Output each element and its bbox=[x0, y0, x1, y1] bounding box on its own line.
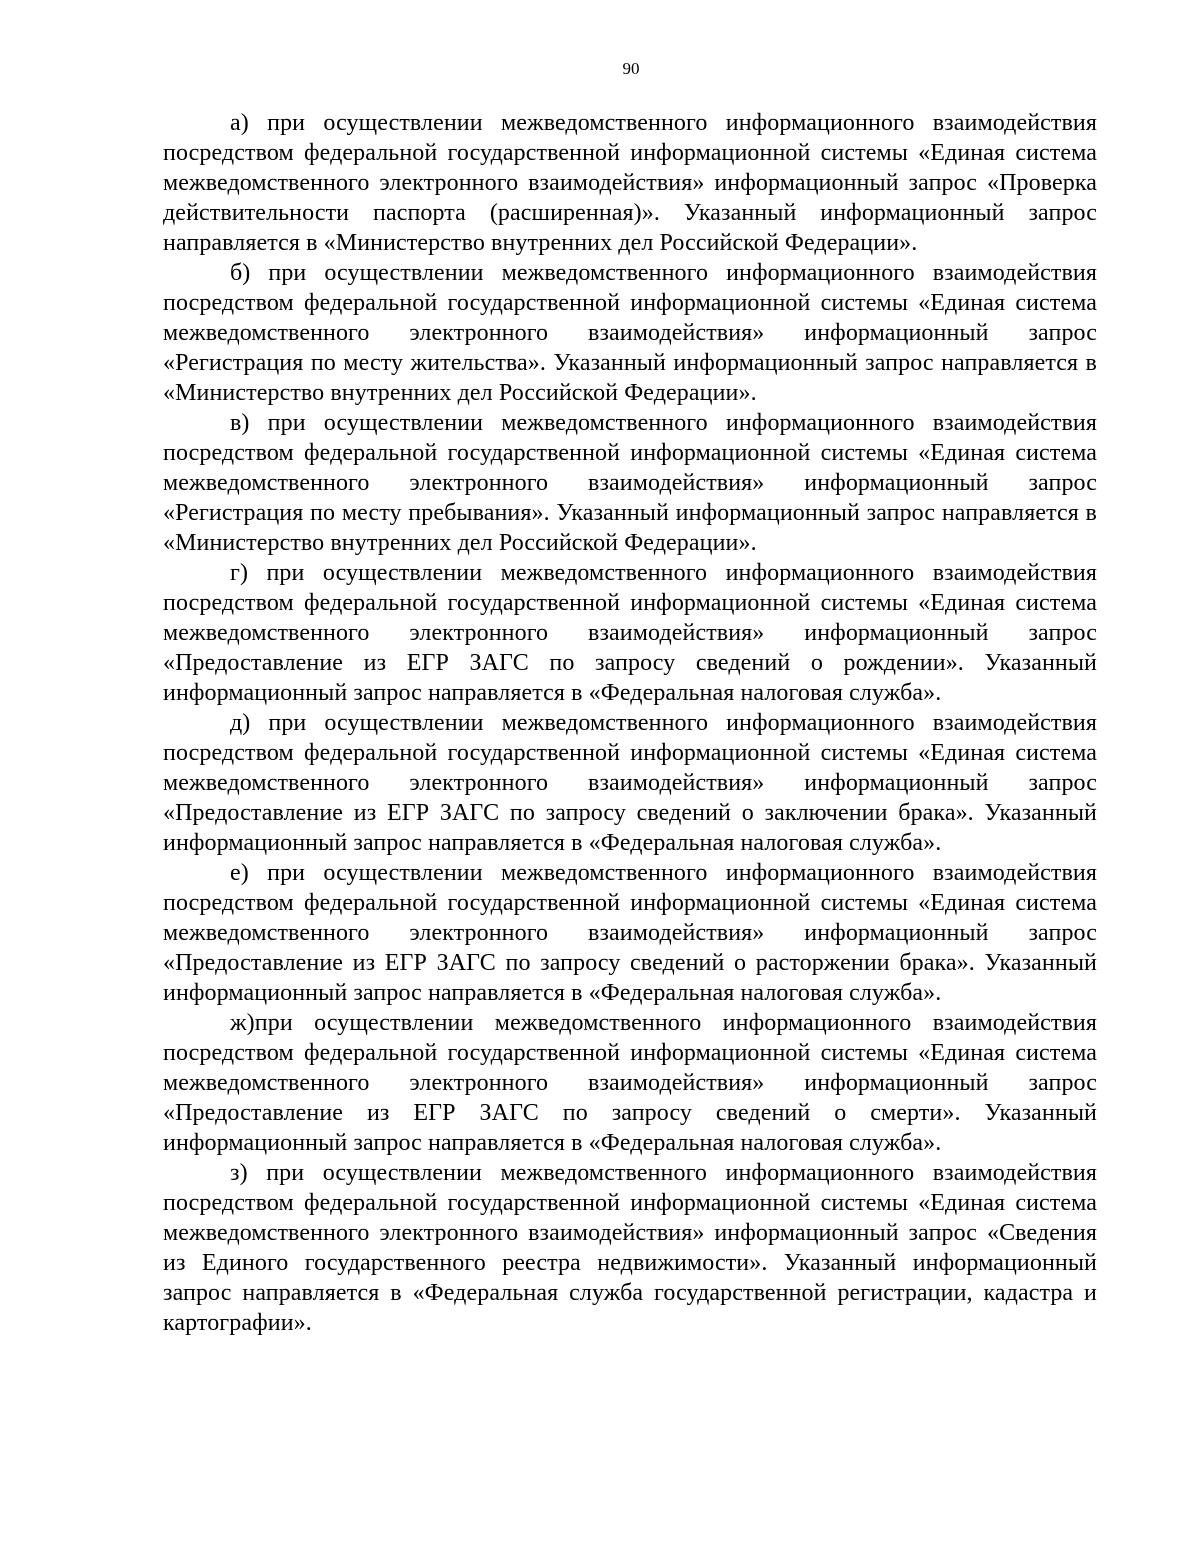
paragraph-z: з) при осуществлении межведомственного информационного взаимодействия посредством федеральной государственной информационной системы «Единая система межведомственного электронного взаимодействия» информационный запрос «Сведения из Единого государственного реестра недвижимости». Указанный информационный запрос направляется в «Федеральная служба государственной регистрации, кадастра и картографии». bbox=[163, 1160, 1097, 1336]
paragraph-b: б) при осуществлении межведомственного информационного взаимодействия посредством федеральной государственной информационной системы «Единая система межведомственного электронного взаимодействия» информационный запрос «Регистрация по месту жительства». Указанный информационный запрос направляется в «Министерство внутренних дел Российской Федерации». bbox=[163, 260, 1097, 406]
paragraph-a: а) при осуществлении межведомственного информационного взаимодействия посредством федеральной государственной информационной системы «Единая система межведомственного электронного взаимодействия» информационный запрос «Проверка действительности паспорта (расширенная)». Указанный информационный запрос направляется в «Министерство внутренних дел Российской Федерации». bbox=[163, 110, 1097, 256]
paragraph-zh: ж)при осуществлении межведомственного информационного взаимодействия посредством федеральной государственной информационной системы «Единая система межведомственного электронного взаимодействия» информационный запрос «Предоставление из ЕГР ЗАГС по запросу сведений о смерти». Указанный информационный запрос направляется в «Федеральная налоговая служба». bbox=[163, 1010, 1097, 1156]
paragraph-d: д) при осуществлении межведомственного информационного взаимодействия посредством федеральной государственной информационной системы «Единая система межведомственного электронного взаимодействия» информационный запрос «Предоставление из ЕГР ЗАГС по запросу сведений о заключении брака». Указанный информационный запрос направляется в «Федеральная налоговая служба». bbox=[163, 710, 1097, 856]
paragraph-g: г) при осуществлении межведомственного информационного взаимодействия посредством федеральной государственной информационной системы «Единая система межведомственного электронного взаимодействия» информационный запрос «Предоставление из ЕГР ЗАГС по запросу сведений о рождении». Указанный информационный запрос направляется в «Федеральная налоговая служба». bbox=[163, 560, 1097, 706]
document-body bbox=[163, 108, 1097, 1338]
paragraph-e: е) при осуществлении межведомственного информационного взаимодействия посредством федеральной государственной информационной системы «Единая система межведомственного электронного взаимодействия» информационный запрос «Предоставление из ЕГР ЗАГС по запросу сведений о расторжении брака». Указанный информационный запрос направляется в «Федеральная налоговая служба». bbox=[163, 860, 1097, 1006]
paragraph-v: в) при осуществлении межведомственного информационного взаимодействия посредством федеральной государственной информационной системы «Единая система межведомственного электронного взаимодействия» информационный запрос «Регистрация по месту пребывания». Указанный информационный запрос направляется в «Министерство внутренних дел Российской Федерации». bbox=[163, 410, 1097, 556]
page-number: 90 bbox=[622, 59, 640, 78]
